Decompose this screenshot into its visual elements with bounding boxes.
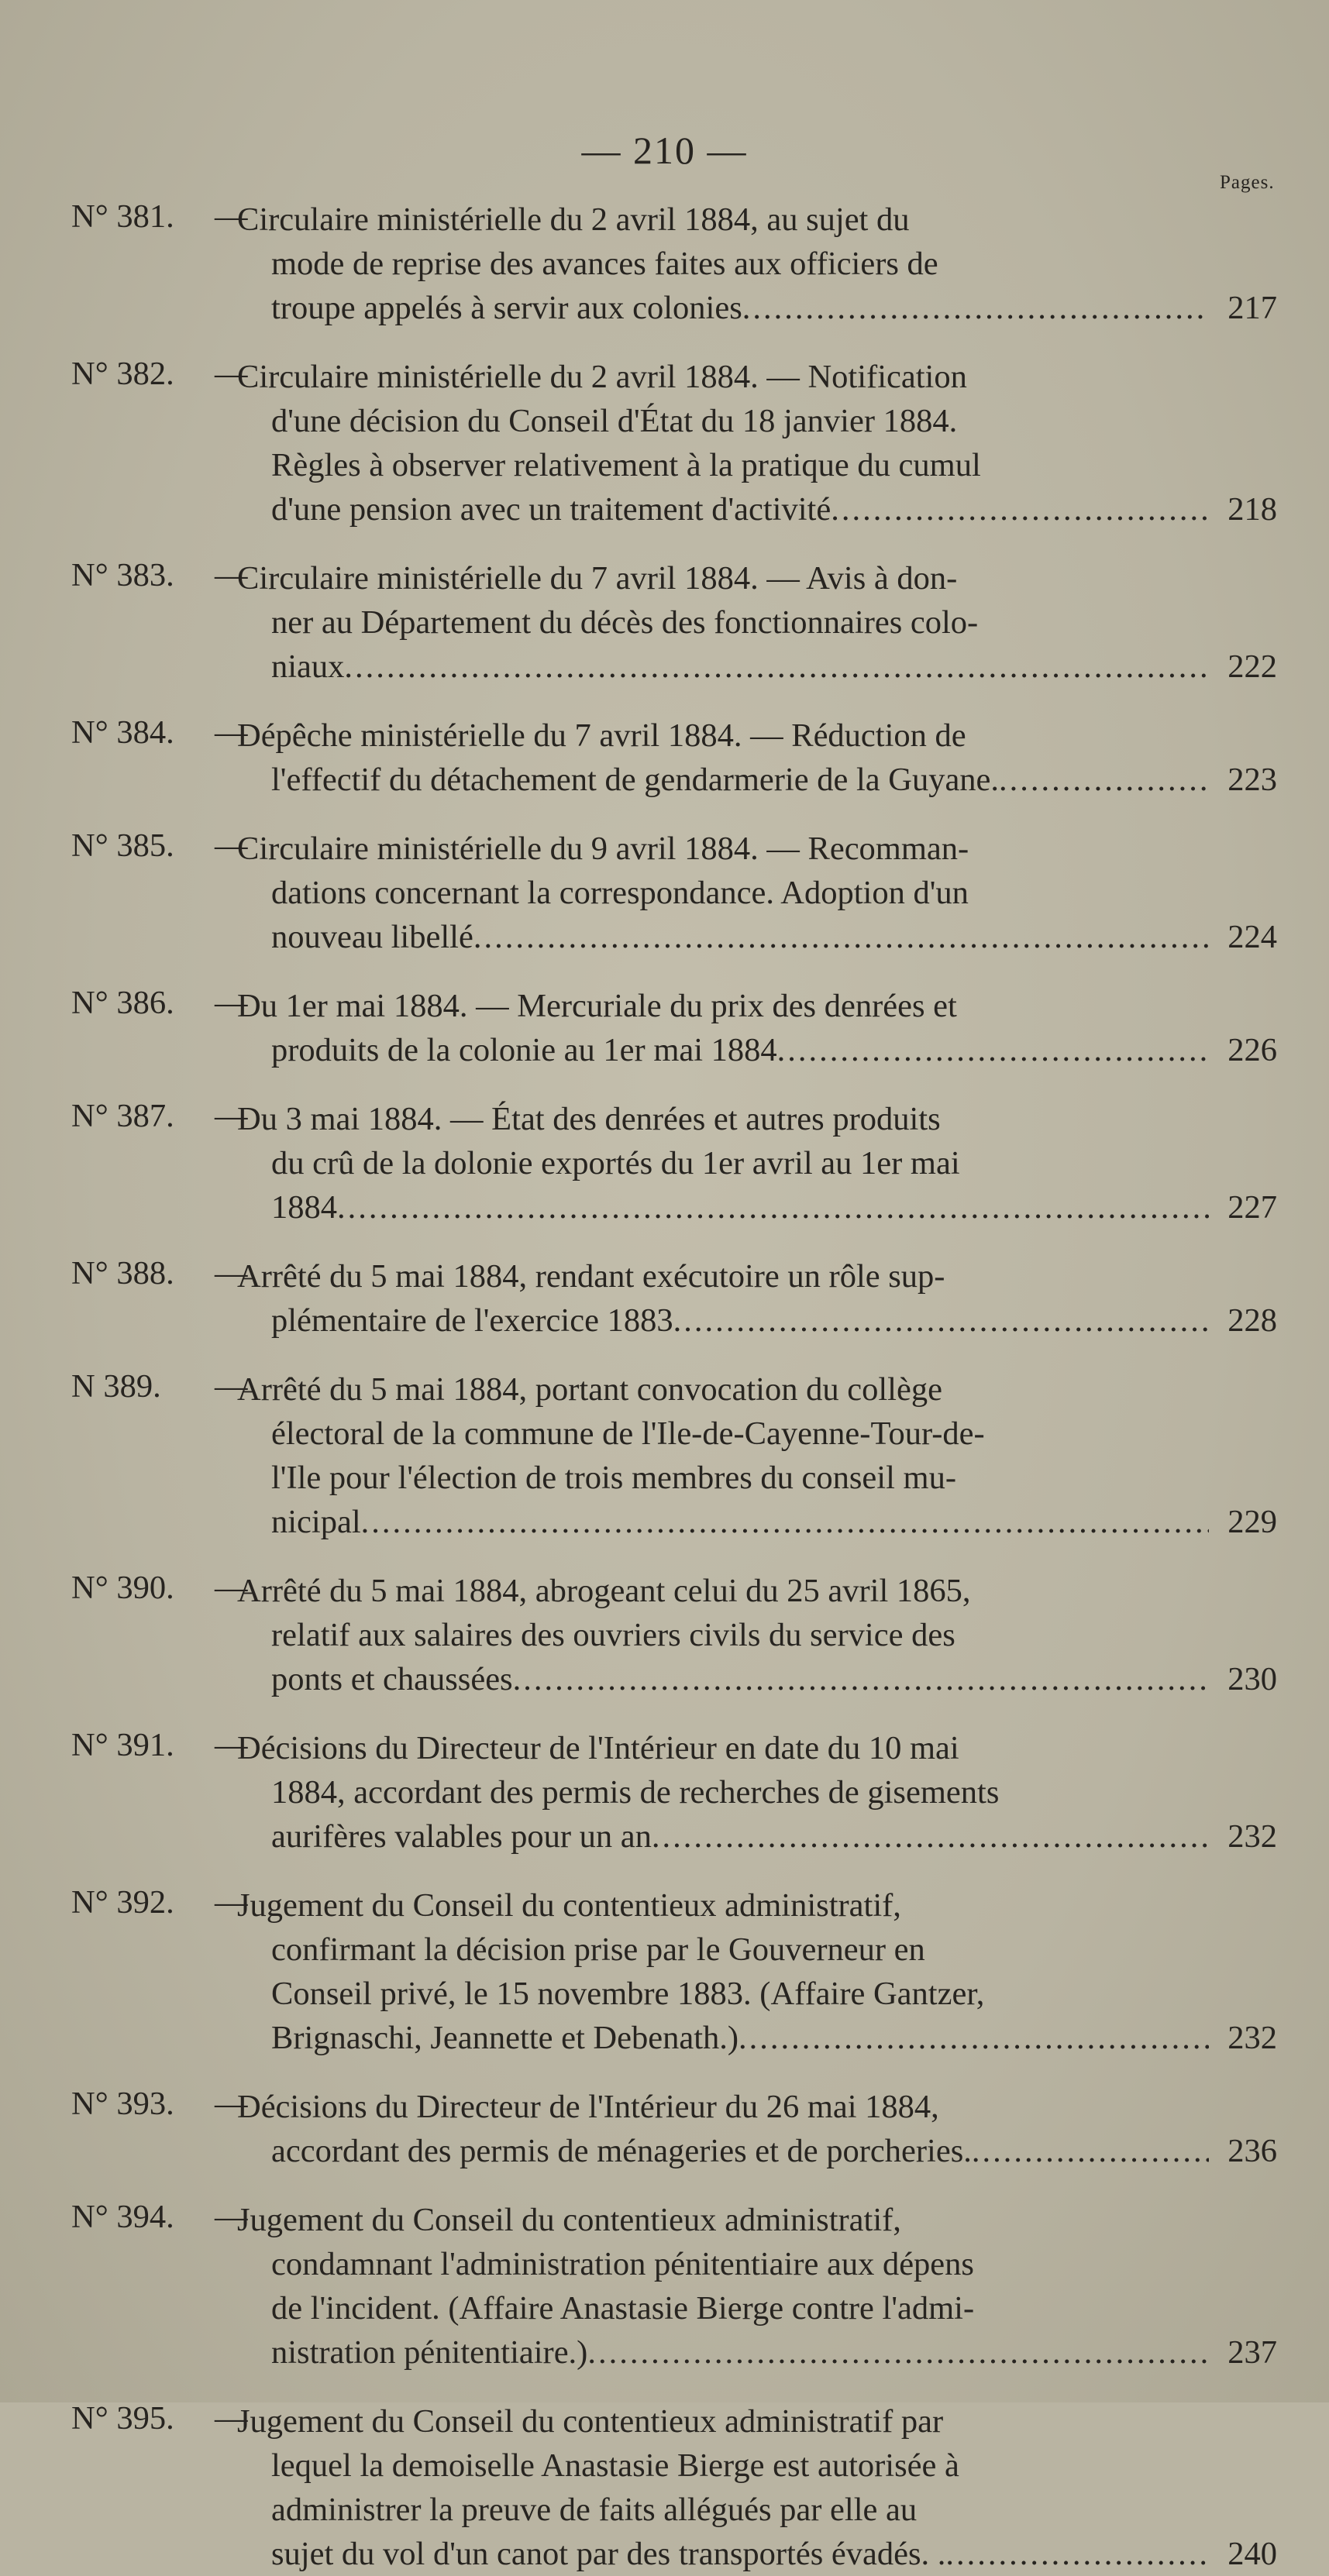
entry-line <box>271 487 1277 531</box>
toc-entry <box>71 1569 1277 1701</box>
entry-line <box>271 1814 1277 1859</box>
entry-number: N° 391. <box>71 1727 174 1763</box>
entry-line: Règles à observer relativement à la pratique du cumul <box>271 447 981 483</box>
entry-line-text: niaux <box>271 648 345 685</box>
entry-text <box>237 1367 1277 1544</box>
leader-dots <box>652 1814 1209 1859</box>
entry-dash: — <box>215 714 248 751</box>
entry-number: N° 385. <box>71 827 174 864</box>
entry-text <box>237 984 1277 1072</box>
entry-text <box>237 1569 1277 1701</box>
entry-line: confirmant la décision prise par le Gouverneur en <box>271 1931 925 1968</box>
page-reference: 232 <box>1227 2020 1277 2056</box>
page-reference: 226 <box>1227 1032 1277 1068</box>
entry-text <box>237 1883 1277 2060</box>
entry-line: Arrêté du 5 mai 1884, abrogeant celui du 25 avril 1865, <box>237 1573 971 1609</box>
leader-dots <box>777 1028 1209 1072</box>
entry-text <box>237 714 1277 802</box>
entry-line-text: ponts et chaussées <box>271 1661 513 1697</box>
page-reference: 240 <box>1227 2536 1277 2572</box>
entry-line: 1884, accordant des permis de recherches de gisements <box>271 1774 1000 1811</box>
entry-dash: — <box>215 2199 248 2235</box>
toc-entry <box>71 827 1277 959</box>
toc-entry <box>71 1097 1277 1230</box>
entry-line-text: nicipal <box>271 1504 361 1540</box>
entry-line: de l'incident. (Affaire Anastasie Bierge contre l'admi- <box>271 2290 975 2327</box>
entry-line: Circulaire ministérielle du 9 avril 1884. — Recomman- <box>237 831 969 867</box>
entry-dash: — <box>215 1727 248 1763</box>
page-reference: 228 <box>1227 1302 1277 1339</box>
entry-text <box>237 355 1277 531</box>
entry-line: du crû de la dolonie exportés du 1er avril au 1er mai <box>271 1145 960 1181</box>
entry-number: N° 388. <box>71 1255 174 1291</box>
entry-line-text: plémentaire de l'exercice 1883 <box>271 1302 673 1339</box>
entry-line-text: sujet du vol d'un canot par des transportés évadés. . <box>271 2536 946 2572</box>
entry-line: Conseil privé, le 15 novembre 1883. (Affaire Gantzer, <box>271 1976 985 2012</box>
entry-line: Jugement du Conseil du contentieux administratif, <box>237 1887 901 1924</box>
entry-line: lequel la demoiselle Anastasie Bierge est autorisée à <box>271 2447 959 2484</box>
toc-entry <box>71 984 1277 1072</box>
toc-entry <box>71 1367 1277 1544</box>
entry-line: relatif aux salaires des ouvriers civils du service des <box>271 1617 955 1653</box>
toc-entry <box>71 2085 1277 2173</box>
leader-dots <box>337 1185 1209 1230</box>
entry-number: N° 395. <box>71 2400 174 2437</box>
entry-dash: — <box>215 198 248 235</box>
entry-text <box>237 1097 1277 1230</box>
page-reference: 217 <box>1227 290 1277 326</box>
leader-dots <box>999 758 1209 802</box>
entry-line: condamnant l'administration pénitentiaire aux dépens <box>271 2246 974 2282</box>
entry-dash: — <box>215 827 248 864</box>
page-reference: 224 <box>1227 919 1277 955</box>
entry-line <box>271 2532 1277 2576</box>
entry-line: Du 1er mai 1884. — Mercuriale du prix des denrées et <box>237 988 957 1024</box>
toc-entry <box>71 714 1277 802</box>
page-reference: 230 <box>1227 1661 1277 1697</box>
entry-line <box>271 645 1277 689</box>
page-reference: 232 <box>1227 1818 1277 1855</box>
entry-line: l'Ile pour l'élection de trois membres du conseil mu- <box>271 1460 956 1496</box>
leader-dots <box>361 1500 1209 1544</box>
entry-line: mode de reprise des avances faites aux officiers de <box>271 246 938 282</box>
leader-dots <box>739 2016 1209 2060</box>
toc-entry <box>71 198 1277 330</box>
entry-line: Arrêté du 5 mai 1884, rendant exécutoire un rôle sup- <box>237 1258 945 1295</box>
entry-number: N° 382. <box>71 356 174 392</box>
entry-line: d'une décision du Conseil d'État du 18 janvier 1884. <box>271 403 958 439</box>
entry-line <box>271 286 1277 330</box>
entry-text <box>237 1254 1277 1343</box>
entry-line <box>271 1298 1277 1343</box>
entry-number: N° 384. <box>71 714 174 751</box>
entry-text <box>237 2085 1277 2173</box>
entry-line-text: Brignaschi, Jeannette et Debenath.) <box>271 2020 739 2056</box>
toc-entry <box>71 556 1277 689</box>
entry-text <box>237 2399 1277 2576</box>
entry-number: N° 383. <box>71 557 174 593</box>
entry-line <box>271 758 1277 802</box>
entry-text <box>237 2198 1277 2375</box>
entry-line-text: troupe appelés à servir aux colonies <box>271 290 742 326</box>
toc-entry <box>71 1254 1277 1343</box>
entry-dash: — <box>215 1098 248 1134</box>
page-reference: 218 <box>1227 491 1277 528</box>
entry-line-text: aurifères valables pour un an <box>271 1818 652 1855</box>
entry-line: Jugement du Conseil du contentieux administratif, <box>237 2202 901 2238</box>
entry-line: Circulaire ministérielle du 7 avril 1884. — Avis à don- <box>237 560 958 597</box>
entry-line: Décisions du Directeur de l'Intérieur du 26 mai 1884, <box>237 2089 939 2125</box>
entry-line: Décisions du Directeur de l'Intérieur en date du 10 mai <box>237 1730 959 1766</box>
entry-line: Dépêche ministérielle du 7 avril 1884. — Réduction de <box>237 717 966 754</box>
entry-line: ner au Département du décès des fonctionnaires colo- <box>271 604 979 641</box>
entry-line-text: l'effectif du détachement de gendarmerie de la Guyane. <box>271 762 1000 798</box>
leader-dots <box>945 2532 1209 2576</box>
entry-line <box>271 1500 1277 1544</box>
entry-line: dations concernant la correspondance. Adoption d'un <box>271 875 969 911</box>
leader-dots <box>513 1657 1209 1701</box>
entry-line <box>271 915 1277 959</box>
entry-dash: — <box>215 2086 248 2122</box>
entry-line-text: nistration pénitentiaire.) <box>271 2334 588 2371</box>
leader-dots <box>831 487 1209 531</box>
toc-entry <box>71 355 1277 531</box>
entry-number: N° 392. <box>71 1884 174 1921</box>
entry-line <box>271 1185 1277 1230</box>
leader-dots <box>742 286 1209 330</box>
entry-line-text: produits de la colonie au 1er mai 1884 <box>271 1032 777 1068</box>
entry-line: Arrêté du 5 mai 1884, portant convocation du collège <box>237 1371 942 1408</box>
entry-text <box>237 827 1277 959</box>
entry-line-text: 1884 <box>271 1189 337 1226</box>
leader-dots <box>673 1298 1209 1343</box>
entry-text <box>237 198 1277 330</box>
entry-text <box>237 1726 1277 1859</box>
entry-dash: — <box>215 985 248 1021</box>
leader-dots <box>587 2330 1209 2375</box>
entry-dash: — <box>215 557 248 593</box>
entry-dash: — <box>215 356 248 392</box>
entry-line <box>271 2129 1277 2173</box>
entry-line: Circulaire ministérielle du 2 avril 1884, au sujet du <box>237 201 910 238</box>
page-reference: 227 <box>1227 1189 1277 1226</box>
page-reference: 236 <box>1227 2133 1277 2169</box>
entry-dash: — <box>215 1884 248 1921</box>
entry-dash: — <box>215 1368 248 1405</box>
leader-dots <box>473 915 1209 959</box>
entry-line <box>271 1657 1277 1701</box>
entry-number: N° 390. <box>71 1570 174 1606</box>
pages-column-label: Pages. <box>1220 172 1275 193</box>
page-reference: 229 <box>1227 1504 1277 1540</box>
entry-number: N° 387. <box>71 1098 174 1134</box>
entry-line: électoral de la commune de l'Ile-de-Cayenne-Tour-de- <box>271 1415 985 1452</box>
toc-entry <box>71 2198 1277 2375</box>
entry-line-text: d'une pension avec un traitement d'activité <box>271 491 831 528</box>
entry-dash: — <box>215 1570 248 1606</box>
entry-line-text: nouveau libellé <box>271 919 473 955</box>
entry-dash: — <box>215 1255 248 1291</box>
toc-entry <box>71 2399 1277 2576</box>
entry-line: Du 3 mai 1884. — État des denrées et autres produits <box>237 1101 941 1137</box>
toc-entry <box>71 1883 1277 2060</box>
entry-number: N° 386. <box>71 985 174 1021</box>
leader-dots <box>972 2129 1209 2173</box>
page-reference: 222 <box>1227 648 1277 685</box>
entry-dash: — <box>215 2400 248 2437</box>
entry-line: Jugement du Conseil du contentieux administratif par <box>237 2403 944 2440</box>
toc-entry <box>71 1726 1277 1859</box>
entry-line-text: accordant des permis de ménageries et de porcheries. <box>271 2133 972 2169</box>
entry-number: N° 394. <box>71 2199 174 2235</box>
page-reference: 237 <box>1227 2334 1277 2371</box>
leader-dots <box>344 645 1209 689</box>
entry-number: N° 393. <box>71 2086 174 2122</box>
entry-line <box>271 2330 1277 2375</box>
page-number: — 210 — <box>581 129 748 172</box>
entry-number: N 389. <box>71 1368 161 1405</box>
entry-text <box>237 556 1277 689</box>
entry-line <box>271 1028 1277 1072</box>
entry-line: administrer la preuve de faits allégués par elle au <box>271 2492 918 2528</box>
page-reference: 223 <box>1227 762 1277 798</box>
entry-line <box>271 2016 1277 2060</box>
entry-number: N° 381. <box>71 198 174 235</box>
entry-line: Circulaire ministérielle du 2 avril 1884. — Notification <box>237 359 967 395</box>
